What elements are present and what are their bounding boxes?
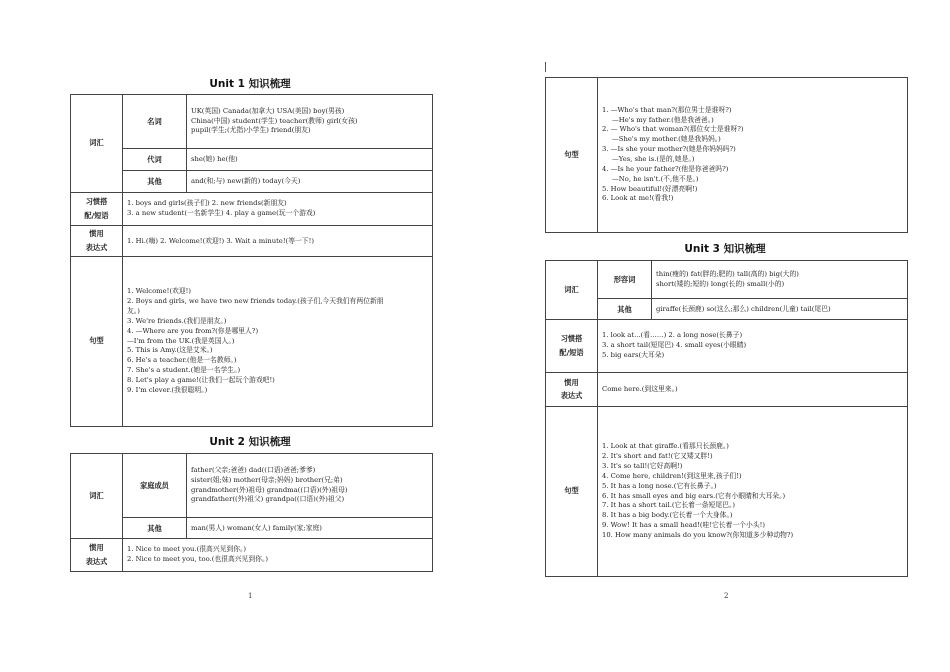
- unit2-sentences: [598, 78, 908, 233]
- sentence-line: —He's my father.(他是我爸爸。): [612, 115, 714, 124]
- sentence-line: 5. It has a long nose.(它有长鼻子。): [602, 481, 717, 490]
- sentence-line: —She's my mother.(她是我妈妈。): [612, 135, 721, 144]
- unit2-sentence-label: 句型: [546, 78, 598, 233]
- family-line: grandmother(外)祖母) grandma((口语)(外)祖母): [191, 485, 348, 494]
- sentence-line: 8. Let's play a game!(让我们一起玩个游戏吧!): [127, 375, 275, 384]
- unit1-other-label: 其他: [123, 171, 187, 193]
- phrase-line: 5. big ears(大耳朵): [602, 350, 665, 359]
- sentence-line: 4. Come here, children!(到这里来,孩子们!): [602, 471, 742, 480]
- sentence-line: —I'm from the UK.(我是英国人。): [127, 336, 235, 345]
- family-line: grandfather((外)祖父) grandpa((口语)(外)祖父): [191, 495, 345, 504]
- sentence-line: 2. Boys and girls, we have two new friends today.(孩子们,今天我们有两位新朋: [127, 297, 384, 306]
- sentence-line: 2. It's short and fat!(它又矮又胖!): [602, 452, 713, 461]
- sentence-line: 6. He's a teacher.(他是一名教师。): [127, 356, 237, 365]
- unit3-table: [545, 260, 908, 577]
- unit1-others: and(和;与) new(新的) today(今天): [187, 171, 433, 193]
- sentence-line: 4. —Where are you from?(你是哪里人?): [127, 326, 259, 335]
- unit2-others: man(男人) woman(女人) family(家;家庭): [187, 518, 433, 539]
- unit2-family: [187, 454, 433, 518]
- unit3-expressions: Come here.(到这里来。): [598, 373, 908, 407]
- sentence-line: 10. How many animals do you know?(你知道多少种动物?): [602, 530, 794, 539]
- unit1-pronouns: she(她) he(他): [187, 149, 433, 171]
- unit1-sentences: [123, 257, 433, 427]
- sentence-line: 3. —Is she your mother?(她是你妈妈吗?): [602, 145, 736, 154]
- sentence-line: 8. It has a big body.(它长着一个大身体。): [602, 511, 733, 520]
- phrase-line: 1. boys and girls(孩子们) 2. new friends(新朋友): [127, 199, 287, 208]
- page-number: 2: [724, 592, 729, 600]
- sentence-line: 1. Look at that giraffe.(看那只长颈鹿。): [602, 442, 729, 451]
- sentence-line: 9. Wow! It has a small head!(哇!它长着一个小头!): [602, 521, 766, 530]
- page-number: 1: [248, 592, 253, 600]
- expression-line: 1. Nice to meet you.(很高兴见到你。): [127, 545, 247, 554]
- unit1-table: [70, 94, 433, 427]
- unit1-expressions: 1. Hi.(嗨) 2. Welcome!(欢迎!) 3. Wait a minute!(等一下!): [123, 226, 433, 257]
- unit2-sentence-table: [545, 77, 908, 233]
- unit1-phrase-label: 习惯搭 配/短语: [71, 193, 123, 226]
- adjective-line: thin(瘦的) fat(胖的;肥的) tall(高的) big(大的): [656, 269, 799, 278]
- sentence-line: 7. It has a short tail.(它长着一条短尾巴。): [602, 501, 735, 510]
- unit1-pronoun-label: 代词: [123, 149, 187, 171]
- unit2-expr-label: 惯用 表达式: [71, 539, 123, 572]
- sentence-line: 1. —Who's that man?(那位男士是谁呀?): [602, 105, 732, 114]
- unit3-vocab-label: 词汇: [546, 261, 598, 320]
- page-2: [475, 0, 950, 672]
- unit3-phrase-label: 习惯搭 配/短语: [546, 320, 598, 373]
- sentence-line: 6. It has small eyes and big ears.(它有小眼睛和大耳朵。): [602, 491, 786, 500]
- family-line: father(父亲;爸爸) dad((口语)爸爸;爹爹): [191, 465, 316, 474]
- unit2-title: Unit 2 知识梳理: [209, 436, 291, 448]
- unit1-sentence-label: 句型: [71, 257, 123, 427]
- noun-line: UK(英国) Canada(加拿大) USA(美国) boy(男孩): [191, 106, 345, 115]
- unit1-title: Unit 1 知识梳理: [209, 78, 291, 90]
- sentence-line: 5. How beautiful!(好漂亮啊!): [602, 184, 698, 193]
- sentence-line: 6. Look at me!(看我!): [602, 194, 674, 203]
- sentence-line: 9. I'm clever.(我很聪明。): [127, 385, 208, 394]
- unit3-expr-label: 惯用 表达式: [546, 373, 598, 407]
- phrase-line: 3. a new student(一名新学生) 4. play a game(玩一个游戏): [127, 209, 316, 217]
- unit3-phrases: [598, 320, 908, 373]
- unit3-adj-label: 形容词: [598, 261, 652, 299]
- sentence-line: —Yes, she is.(是的,她是。): [612, 155, 695, 163]
- unit1-nouns: [187, 95, 433, 149]
- page-divider: [545, 62, 546, 72]
- expression-line: 2. Nice to meet you, too.(也很高兴见到你。): [127, 555, 268, 563]
- unit3-others: giraffe(长颈鹿) so(这么;那么) children(儿童) tail(尾巴): [652, 299, 908, 320]
- adjective-line: short(矮的;短的) long(长的) small(小的): [656, 279, 785, 288]
- unit1-expr-label: 惯用 表达式: [71, 226, 123, 257]
- family-line: sister(姐;妹) mother(母亲;妈妈) brother(兄;弟): [191, 475, 343, 484]
- unit2-table: [70, 453, 433, 572]
- sentence-line: 7. She's a student.(她是一名学生。): [127, 366, 241, 375]
- unit3-other-label: 其他: [598, 299, 652, 320]
- sentence-line: 5. This is Amy.(这是艾米。): [127, 346, 213, 355]
- unit1-vocab-label: 词汇: [71, 95, 123, 193]
- sentence-line: —No, he isn't.(不,他不是。): [612, 174, 699, 183]
- unit2-family-label: 家庭成员: [123, 454, 187, 518]
- phrase-line: 3. a short tail(短尾巴) 4. small eyes(小眼睛): [602, 341, 747, 350]
- unit1-phrases: [123, 193, 433, 226]
- sentence-line: 2. — Who's that woman?(那位女士是谁呀?): [602, 125, 744, 134]
- unit3-title: Unit 3 知识梳理: [684, 243, 766, 255]
- sentence-line: 友。): [127, 307, 140, 316]
- noun-line: China(中国) student(学生) teacher(教师) girl(女孩): [191, 116, 358, 125]
- sentence-line: 3. It's so tall!(它好高啊!): [602, 461, 683, 470]
- sentence-line: 4. —Is he your father?(他是你爸爸吗?): [602, 164, 729, 173]
- unit1-noun-label: 名词: [123, 95, 187, 149]
- phrase-line: 1. look at...(看……) 2. a long nose(长鼻子): [602, 331, 743, 340]
- unit2-vocab-label: 词汇: [71, 454, 123, 539]
- unit3-sentence-label: 句型: [546, 407, 598, 577]
- unit2-other-label: 其他: [123, 518, 187, 539]
- sentence-line: 1. Welcome!(欢迎!): [127, 287, 191, 296]
- unit2-expressions: [123, 539, 433, 572]
- sentence-line: 3. We're friends.(我们是朋友。): [127, 316, 227, 325]
- unit3-adjectives: [652, 261, 908, 299]
- noun-line: pupil(学生;(尤指)小学生) friend(朋友): [191, 126, 311, 135]
- unit3-sentences: [598, 407, 908, 577]
